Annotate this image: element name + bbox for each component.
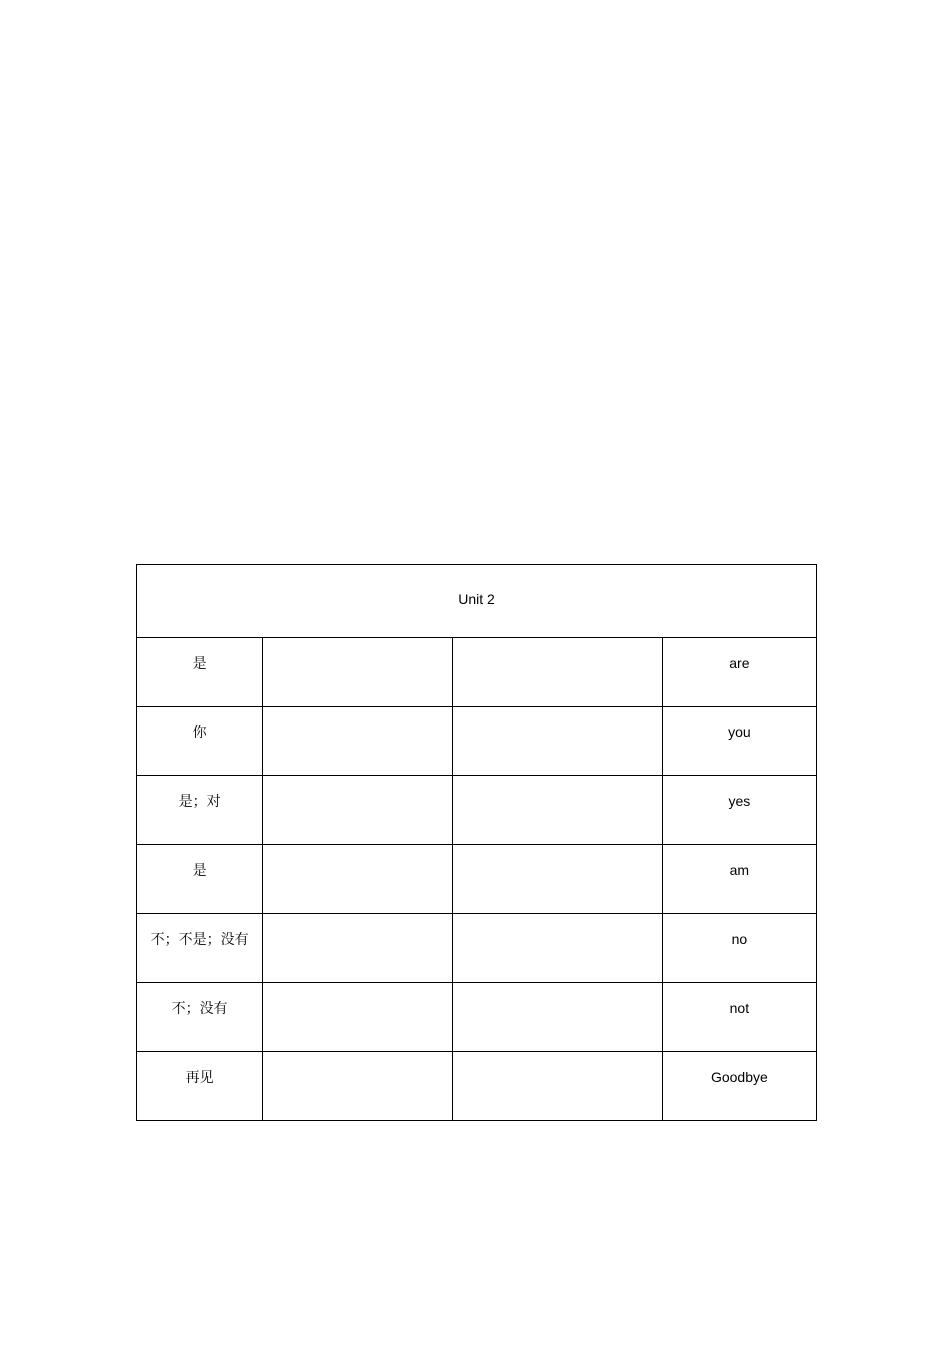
table-row <box>137 638 817 707</box>
blank-answer-cell-1[interactable] <box>263 707 453 776</box>
blank-answer-cell-1-text <box>263 983 452 999</box>
chinese-meaning-cell <box>137 845 263 914</box>
chinese-meaning-cell-text: 你 <box>192 724 207 740</box>
english-word-cell <box>662 914 816 983</box>
chinese-meaning-cell-text: 不；不是；没有 <box>150 931 249 947</box>
blank-answer-cell-2[interactable] <box>453 1052 662 1121</box>
chinese-meaning-cell-text: 再见 <box>185 1069 214 1085</box>
blank-answer-cell-1-text <box>263 707 452 723</box>
english-word-cell-text: Goodbye <box>710 1069 768 1085</box>
chinese-meaning-cell-text: 是；对 <box>178 793 221 809</box>
blank-answer-cell-2-text <box>453 983 661 999</box>
chinese-meaning-cell-text: 是 <box>192 862 207 878</box>
blank-answer-cell-1[interactable] <box>263 914 453 983</box>
vocabulary-table <box>136 564 817 1121</box>
english-word-cell <box>662 1052 816 1121</box>
english-word-cell-text: you <box>728 724 751 740</box>
chinese-meaning-cell <box>137 983 263 1052</box>
english-word-cell-text: yes <box>728 793 751 809</box>
table-row <box>137 983 817 1052</box>
chinese-meaning-cell-text: 是 <box>192 655 207 671</box>
blank-answer-cell-1-text <box>263 845 452 861</box>
chinese-meaning-cell <box>137 776 263 845</box>
blank-answer-cell-1[interactable] <box>263 776 453 845</box>
blank-answer-cell-2[interactable] <box>453 707 662 776</box>
blank-answer-cell-2[interactable] <box>453 638 662 707</box>
chinese-meaning-cell <box>137 914 263 983</box>
english-word-cell <box>662 983 816 1052</box>
blank-answer-cell-1-text <box>263 638 452 654</box>
english-word-cell-text: not <box>729 1000 750 1016</box>
english-word-cell <box>662 776 816 845</box>
blank-answer-cell-2-text <box>453 707 661 723</box>
table-row <box>137 845 817 914</box>
blank-answer-cell-2-text <box>453 1052 661 1068</box>
blank-answer-cell-2[interactable] <box>453 845 662 914</box>
chinese-meaning-cell-text: 不；没有 <box>171 1000 228 1016</box>
chinese-meaning-cell <box>137 1052 263 1121</box>
blank-answer-cell-2[interactable] <box>453 776 662 845</box>
table-row <box>137 1052 817 1121</box>
english-word-cell <box>662 638 816 707</box>
blank-answer-cell-2-text <box>453 776 661 792</box>
blank-answer-cell-2-text <box>453 914 661 930</box>
english-word-cell-text: am <box>729 862 750 878</box>
blank-answer-cell-1[interactable] <box>263 1052 453 1121</box>
blank-answer-cell-1[interactable] <box>263 983 453 1052</box>
chinese-meaning-cell <box>137 638 263 707</box>
blank-answer-cell-2[interactable] <box>453 983 662 1052</box>
blank-answer-cell-1-text <box>263 776 452 792</box>
blank-answer-cell-2[interactable] <box>453 914 662 983</box>
table-row <box>137 914 817 983</box>
blank-answer-cell-1[interactable] <box>263 845 453 914</box>
table-title: Unit 2 <box>137 565 817 638</box>
blank-answer-cell-1-text <box>263 1052 452 1068</box>
blank-answer-cell-2-text <box>453 845 661 861</box>
chinese-meaning-cell <box>137 707 263 776</box>
english-word-cell-text: no <box>731 931 748 947</box>
table-row <box>137 707 817 776</box>
blank-answer-cell-1-text <box>263 914 452 930</box>
table-row <box>137 776 817 845</box>
english-word-cell <box>662 707 816 776</box>
blank-answer-cell-1[interactable] <box>263 638 453 707</box>
english-word-cell-text: are <box>729 655 750 671</box>
blank-answer-cell-2-text <box>453 638 661 654</box>
english-word-cell <box>662 845 816 914</box>
